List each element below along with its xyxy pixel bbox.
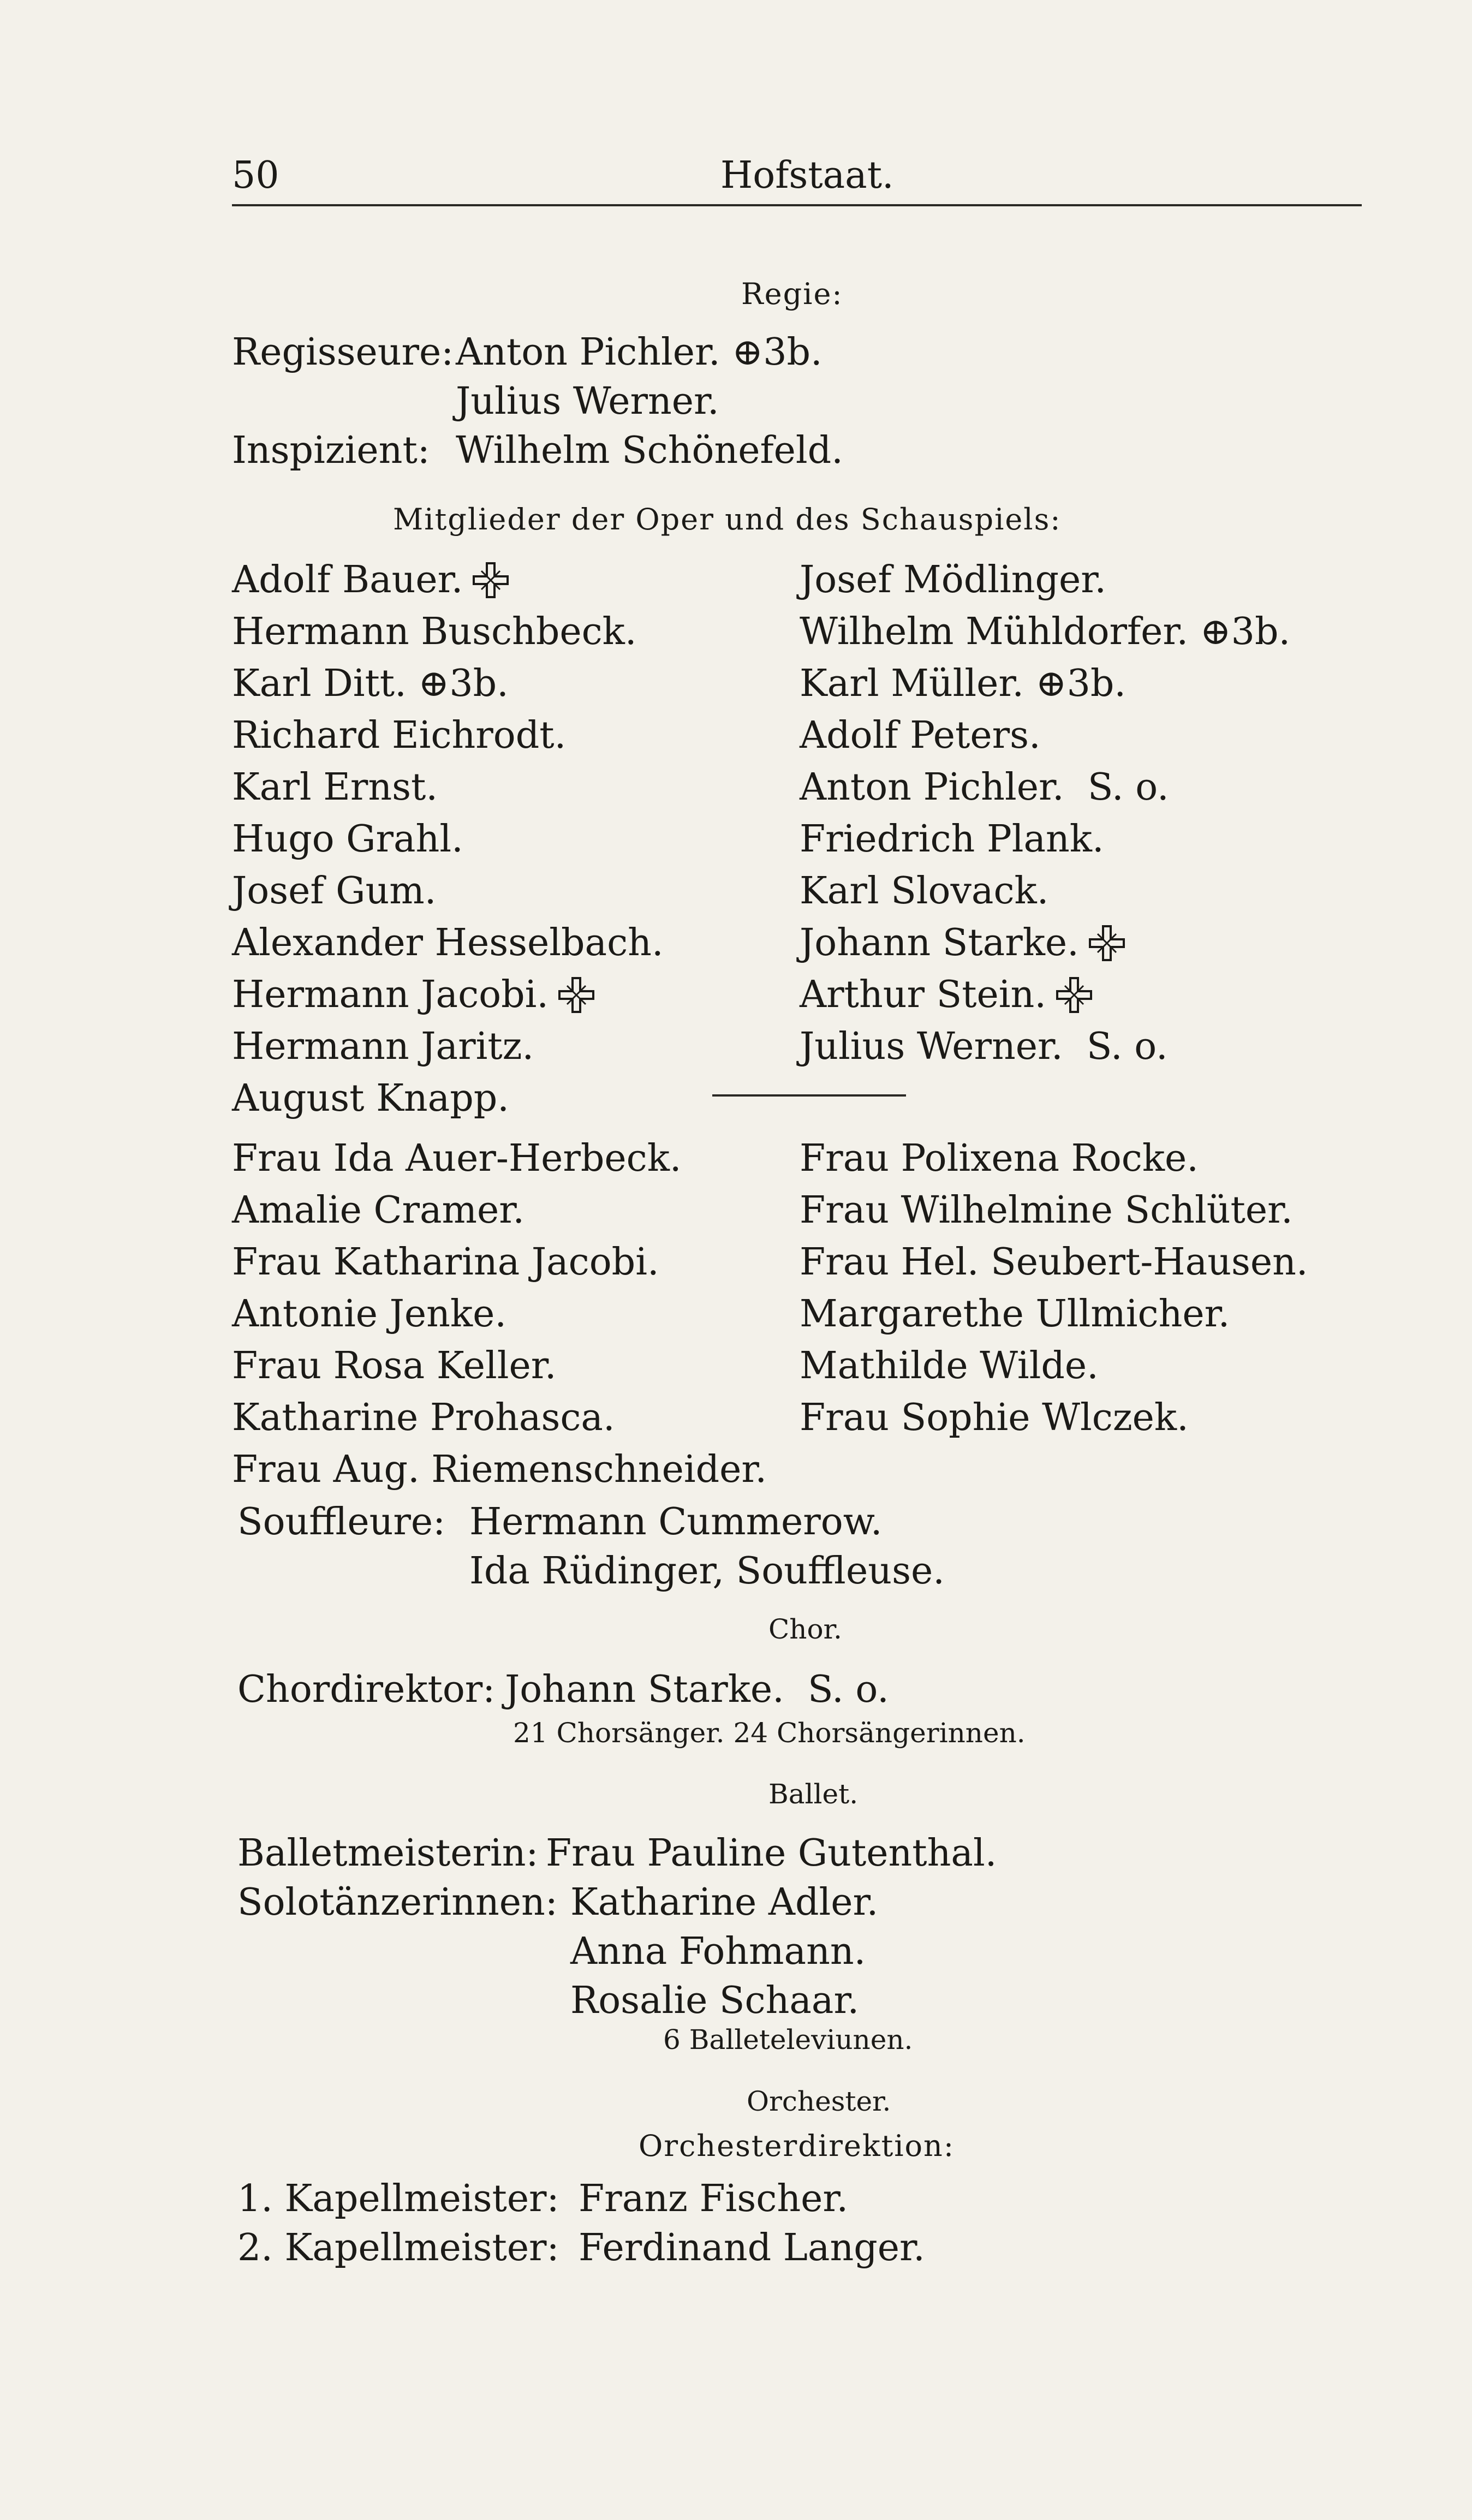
- cross-icon: [470, 560, 511, 600]
- list-item: Josef Gum.: [232, 869, 437, 913]
- entry-number: 2.: [237, 2226, 273, 2269]
- orchesterdirektion-heading: Orchesterdirektion:: [639, 2129, 955, 2163]
- list-item: Adolf Bauer.: [232, 551, 664, 603]
- ballet-heading: Ballet.: [768, 1778, 859, 1810]
- balletmeisterin-label: Balletmeisterin:: [237, 1832, 539, 1875]
- order-mark: ⊕3b.: [1200, 610, 1291, 653]
- list-item: Karl Ditt. ⊕3b.: [232, 662, 509, 705]
- orchester-heading: Orchester.: [747, 2086, 891, 2117]
- list-item: Hermann Jacobi.: [232, 966, 664, 1018]
- list-item: Karl Ernst.: [232, 766, 438, 809]
- list-item: Alexander Hesselbach.: [232, 921, 664, 964]
- inspizient-name: Wilhelm Schönefeld.: [456, 429, 843, 472]
- cross-icon: [1054, 975, 1094, 1015]
- list-item: Richard Eichrodt.: [232, 714, 567, 757]
- list-item: Frau Katharina Jacobi.: [232, 1241, 659, 1284]
- order-mark: ⊕3b.: [732, 331, 823, 374]
- list-item: Adolf Peters.: [800, 714, 1041, 757]
- page-number: 50: [232, 154, 279, 197]
- members-women-left: [232, 1133, 767, 1496]
- members-heading: Mitglieder der Oper und des Schauspiels:: [393, 502, 1062, 537]
- souffleur-name: Hermann Cummerow.: [469, 1500, 883, 1544]
- list-item: Frau Aug. Riemenschneider.: [232, 1448, 767, 1491]
- solotaenzerinnen-label: Solotänzerinnen:: [237, 1881, 558, 1924]
- list-item: Friedrich Plank.: [800, 818, 1104, 861]
- kapellmeister-label: Kapellmeister:: [284, 2177, 559, 2220]
- list-item: Hermann Jaritz.: [232, 1025, 534, 1068]
- list-item: Karl Slovack.: [800, 869, 1049, 913]
- cross-icon: [1087, 923, 1127, 963]
- regisseur-name: Anton Pichler.: [456, 331, 720, 374]
- kapellmeister-entry: [237, 2177, 559, 2220]
- list-item: Frau Sophie Wlczek.: [800, 1396, 1189, 1439]
- order-mark: ⊕3b.: [1035, 662, 1127, 705]
- ballet-note: 6 Balleteleviunen.: [663, 2024, 913, 2056]
- kapellmeister-name: Franz Fischer.: [579, 2177, 849, 2220]
- list-item: Amalie Cramer.: [232, 1189, 525, 1232]
- solotaenzerin-name: Katharine Adler.: [570, 1881, 879, 1924]
- inspizient-label: Inspizient:: [232, 429, 430, 472]
- list-item: August Knapp.: [232, 1077, 509, 1120]
- list-item: Frau Polixena Rocke.: [800, 1137, 1199, 1180]
- list-item: Margarethe Ullmicher.: [800, 1292, 1230, 1336]
- list-item: Arthur Stein.: [800, 966, 1290, 1018]
- see-above-ref: S. o.: [1087, 766, 1169, 809]
- kapellmeister-label: Kapellmeister:: [284, 2226, 559, 2269]
- chordirektor-name: Johann Starke.: [505, 1668, 784, 1711]
- cross-icon: [556, 975, 597, 1015]
- list-item: Julius Werner. S. o.: [800, 1025, 1168, 1068]
- regisseure-label: Regisseure:: [232, 331, 454, 374]
- order-mark: ⊕3b.: [418, 662, 509, 705]
- regisseur-name: Julius Werner.: [456, 380, 719, 423]
- regie-heading: Regie:: [741, 277, 843, 311]
- running-title: Hofstaat.: [720, 154, 894, 197]
- list-item: Antonie Jenke.: [232, 1292, 506, 1336]
- balletmeisterin-name: Frau Pauline Gutenthal.: [546, 1832, 997, 1875]
- kapellmeister-name: Ferdinand Langer.: [579, 2226, 925, 2269]
- see-above-ref: S. o.: [808, 1668, 889, 1711]
- list-item: Frau Hel. Seubert-Hausen.: [800, 1241, 1308, 1284]
- list-item: Frau Wilhelmine Schlüter.: [800, 1189, 1293, 1232]
- souffleure-label: Souffleure:: [237, 1500, 446, 1544]
- chor-heading: Chor.: [768, 1613, 842, 1645]
- chordirektor-label: Chordirektor:: [237, 1668, 496, 1711]
- list-item: Frau Ida Auer-Herbeck.: [232, 1137, 682, 1180]
- souffleuse-name: Ida Rüdinger, Souffleuse.: [469, 1550, 945, 1593]
- see-above-ref: S. o.: [1086, 1025, 1168, 1068]
- list-item: Anton Pichler. S. o.: [800, 766, 1169, 809]
- list-item: Johann Starke.: [800, 914, 1290, 966]
- list-item: Josef Mödlinger.: [800, 558, 1106, 601]
- list-item: Hermann Buschbeck.: [232, 610, 637, 653]
- chordirektor-entry: [505, 1668, 889, 1711]
- members-men-left: [232, 551, 664, 1122]
- kapellmeister-entry: [237, 2226, 559, 2269]
- list-item: Hugo Grahl.: [232, 818, 463, 861]
- solotaenzerin-name: Anna Fohmann.: [570, 1930, 866, 1973]
- list-item: Mathilde Wilde.: [800, 1344, 1099, 1387]
- list-item: Katharine Prohasca.: [232, 1396, 615, 1439]
- regisseur-entry: [456, 331, 823, 374]
- header-rule: [232, 204, 1362, 206]
- list-item: Frau Rosa Keller.: [232, 1344, 557, 1387]
- section-divider: [712, 1094, 906, 1097]
- entry-number: 1.: [237, 2177, 273, 2220]
- list-item: Wilhelm Mühldorfer. ⊕3b.: [800, 610, 1291, 653]
- solotaenzerin-name: Rosalie Schaar.: [570, 1979, 860, 2022]
- members-women-right: [800, 1133, 1308, 1444]
- list-item: Karl Müller. ⊕3b.: [800, 662, 1127, 705]
- chor-note: 21 Chorsänger. 24 Chorsängerinnen.: [513, 1717, 1026, 1749]
- members-men-right: [800, 551, 1290, 1070]
